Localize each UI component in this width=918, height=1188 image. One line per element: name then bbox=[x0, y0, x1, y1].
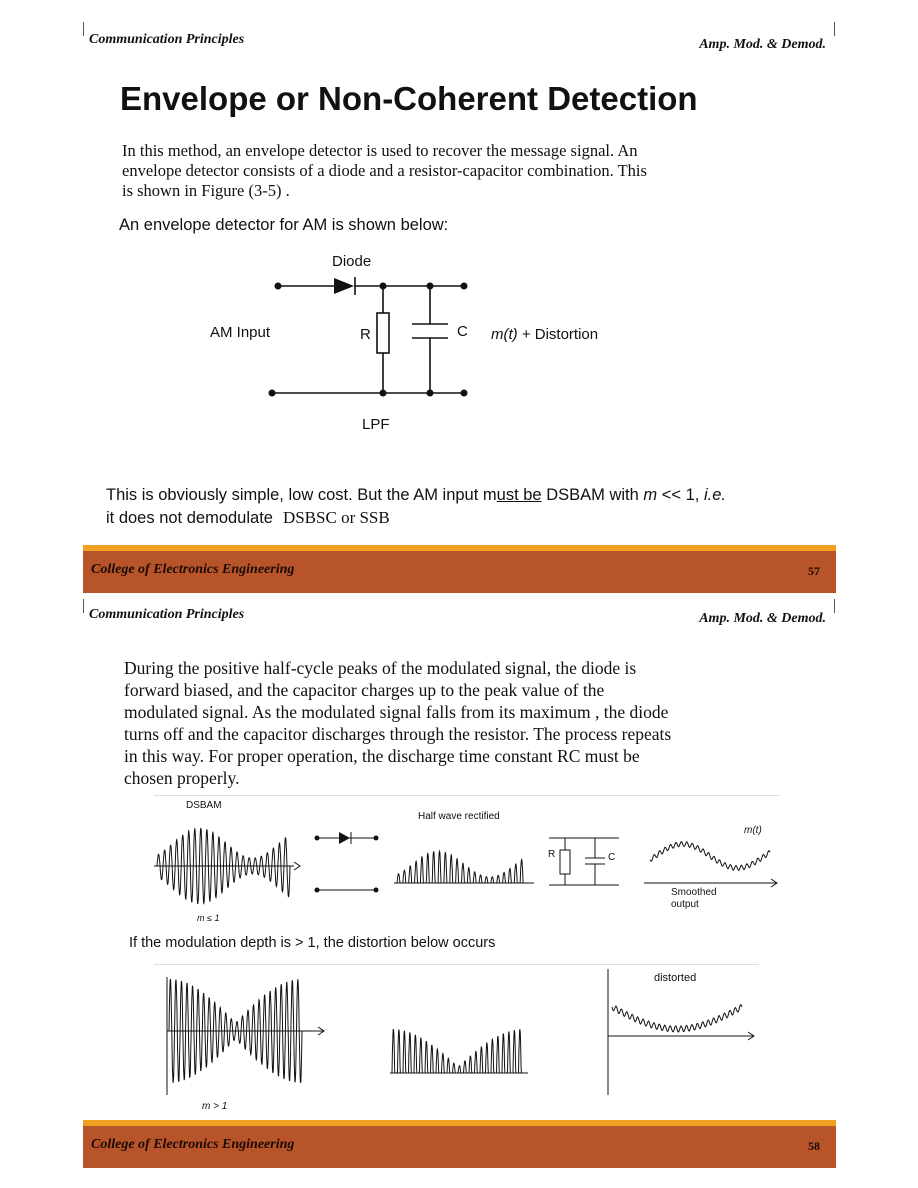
detection-stages-figure bbox=[154, 795, 780, 929]
ie-text: i.e. bbox=[703, 486, 726, 504]
smoothed-output-waveform bbox=[650, 842, 770, 871]
paragraph-line: in this way. For proper operation, the discharge time constant RC must be bbox=[124, 746, 640, 766]
am-input-label: AM Input bbox=[210, 324, 271, 341]
lpf-label: LPF bbox=[362, 416, 390, 433]
underlined-text: ust be bbox=[496, 486, 542, 504]
page1-header-left: Communication Principles bbox=[89, 32, 245, 47]
footer-text: College of Electronics Engineering bbox=[91, 562, 295, 577]
page1-bottom-line-1 bbox=[106, 486, 726, 505]
terminal-dot bbox=[374, 836, 379, 841]
header-rule-left bbox=[83, 599, 84, 613]
footer-text: College of Electronics Engineering bbox=[91, 1137, 295, 1152]
page-number: 57 bbox=[808, 564, 820, 578]
page2-header-left: Communication Principles bbox=[89, 607, 245, 622]
text-span: DSBAM with bbox=[541, 486, 644, 504]
terminal-dot bbox=[315, 836, 320, 841]
envelope-detector-circuit bbox=[0, 0, 918, 460]
m-gt-1-label: m > 1 bbox=[202, 1101, 228, 1112]
text-span: it does not demodulate bbox=[106, 509, 273, 527]
page1-header-right: Amp. Mod. & Demod. bbox=[699, 37, 826, 52]
output-label: output bbox=[671, 899, 699, 910]
page1-footer bbox=[83, 545, 836, 593]
terminal-dot bbox=[315, 888, 320, 893]
distorted-label: distorted bbox=[654, 972, 697, 984]
half-wave-label: Half wave rectified bbox=[418, 811, 500, 822]
page2-header-right: Amp. Mod. & Demod. bbox=[699, 611, 826, 626]
resistor-label: R bbox=[548, 849, 556, 860]
text-span: DSBSC or SSB bbox=[282, 508, 390, 527]
distorted-output-waveform bbox=[612, 1005, 742, 1032]
text-span: This is obviously simple, low cost. But the AM input m bbox=[106, 486, 497, 504]
m-le-1-label: m ≤ 1 bbox=[197, 913, 220, 923]
capacitor-label: C bbox=[457, 323, 468, 340]
modulation-index-symbol: m bbox=[643, 486, 658, 504]
output-label bbox=[491, 326, 598, 343]
dsbam-label: DSBAM bbox=[186, 800, 222, 811]
mt-label: m(t) bbox=[744, 825, 762, 836]
overmodulation-figure bbox=[154, 964, 759, 1120]
page1-title: Envelope or Non-Coherent Detection bbox=[120, 80, 698, 117]
paragraph-line: turns off and the capacitor discharges through the resistor. The process repeats bbox=[124, 724, 672, 744]
rectified-overmodulated-waveform bbox=[392, 1029, 524, 1073]
paragraph-line: chosen properly. bbox=[124, 768, 240, 788]
output-signal-symbol: m(t) bbox=[491, 326, 518, 343]
paragraph-line: forward biased, and the capacitor charges up to the peak value of the bbox=[124, 680, 605, 700]
overmodulation-drawing bbox=[154, 965, 759, 1120]
output-distortion-text: + Distortion bbox=[517, 326, 599, 343]
terminal-dot bbox=[374, 888, 379, 893]
resistor-label: R bbox=[360, 326, 371, 343]
page2-paragraph bbox=[124, 657, 814, 789]
paragraph-line: is shown in Figure (3-5) . bbox=[122, 181, 290, 200]
smoothed-label: Smoothed bbox=[671, 887, 717, 898]
paragraph-line: modulated signal. As the modulated signal falls from its maximum , the diode bbox=[124, 702, 669, 722]
text-span: << 1, bbox=[657, 486, 704, 504]
capacitor-label: C bbox=[608, 852, 616, 863]
modulation-depth-text: If the modulation depth is > 1, the distortion below occurs bbox=[129, 935, 496, 951]
page2-footer bbox=[83, 1120, 836, 1168]
diode-label: Diode bbox=[332, 253, 372, 270]
header-rule-right bbox=[834, 599, 835, 613]
paragraph-line: In this method, an envelope detector is used to recover the message signal. An bbox=[122, 141, 638, 160]
paragraph-line: envelope detector consists of a diode and a resistor-capacitor combination. This bbox=[122, 161, 647, 180]
page1-intro-line: An envelope detector for AM is shown below: bbox=[119, 216, 449, 234]
paragraph-line: During the positive half-cycle peaks of the modulated signal, the diode is bbox=[124, 658, 637, 678]
half-wave-rectified-waveform bbox=[397, 851, 526, 883]
page1-bottom-line-2 bbox=[106, 508, 390, 528]
page-number: 58 bbox=[808, 1139, 820, 1153]
